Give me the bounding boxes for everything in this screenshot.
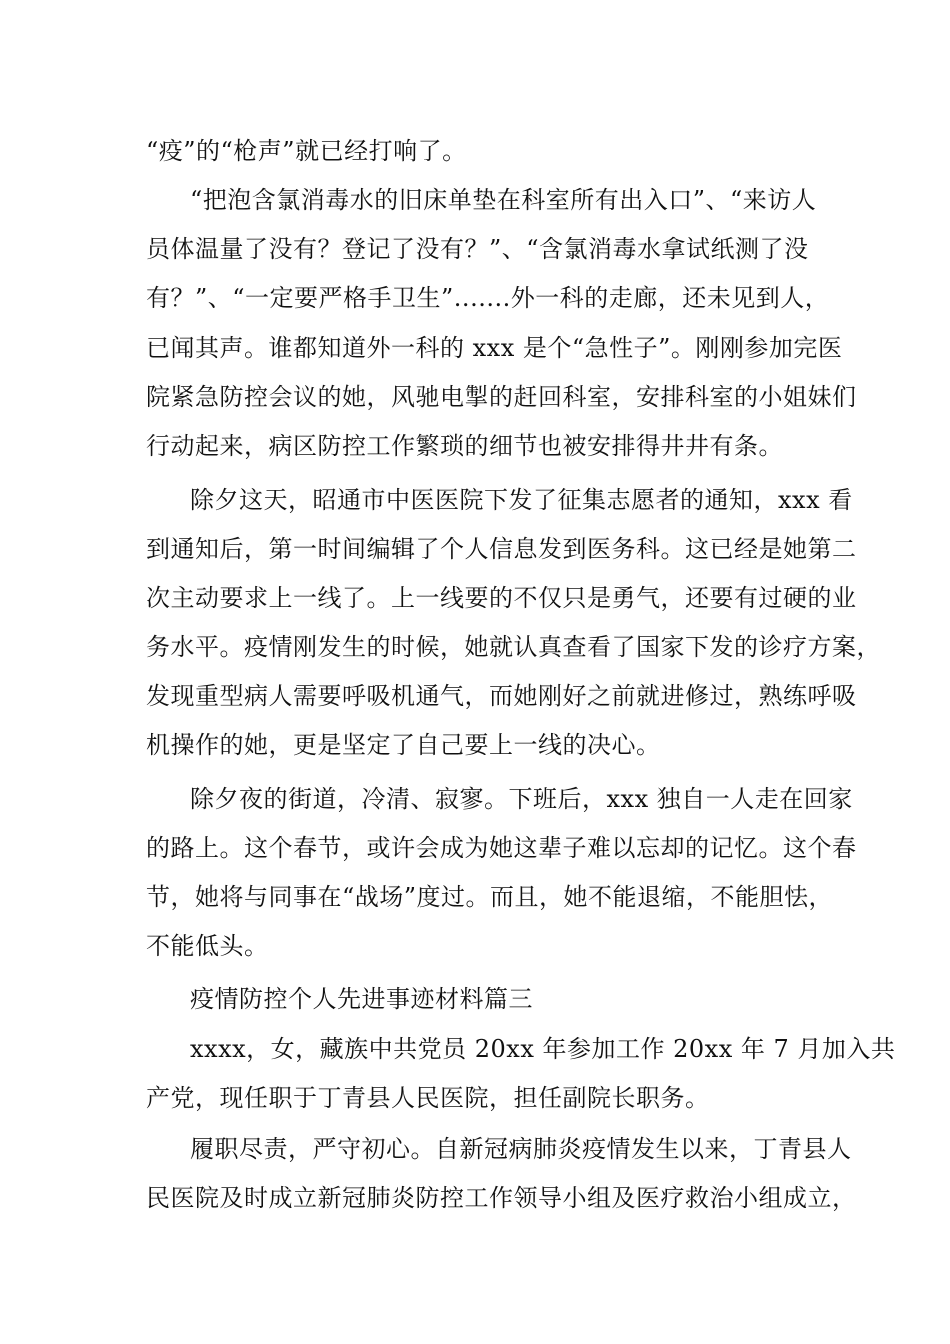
paragraph-first-line: 除夕这天，昭通市中医医院下发了征集志愿者的通知，xxx 看 [190, 486, 853, 514]
text-line: 有？”、“一定要严格手卫生”.......外一科的走廊，还未见到人， [146, 284, 830, 312]
text-line: 机操作的她，更是坚定了自己要上一线的决心。 [146, 731, 661, 759]
text-line: 院紧急防控会议的她，风驰电掣的赶回科室，安排科室的小姐妹们 [146, 383, 857, 411]
text-line: 务水平。疫情刚发生的时候，她就认真查看了国家下发的诊疗方案， [146, 633, 881, 661]
text-line: 已闻其声。谁都知道外一科的 xxx 是个“急性子”。刚刚参加完医 [146, 334, 843, 362]
text-line: 民医院及时成立新冠肺炎防控工作领导小组及医疗救治小组成立， [146, 1184, 857, 1212]
paragraph-first-line: 履职尽责，严守初心。自新冠病肺炎疫情发生以来，丁青县人 [190, 1135, 852, 1163]
text-line: 到通知后，第一时间编辑了个人信息发到医务科。这已经是她第二 [146, 535, 857, 563]
text-line: 员体温量了没有？登记了没有？”、“含氯消毒水拿试纸测了没 [146, 235, 809, 263]
text-line: 不能低头。 [146, 932, 269, 960]
text-line: 次主动要求上一线了。上一线要的不仅只是勇气，还要有过硬的业 [146, 584, 857, 612]
paragraph-first-line: “把泡含氯消毒水的旧床单垫在科室所有出入口”、“来访人 [190, 186, 817, 214]
text-line: 的路上。这个春节，或许会成为她这辈子难以忘却的记忆。这个春 [146, 834, 857, 862]
paragraph-first-line: 除夕夜的街道，冷清、寂寥。下班后，xxx 独自一人走在回家 [190, 785, 853, 813]
text-line: 产党，现任职于丁青县人民医院，担任副院长职务。 [146, 1084, 710, 1112]
paragraph-first-line: xxxx，女，藏族中共党员 20xx 年参加工作 20xx 年 7 月加入共 [190, 1035, 896, 1063]
text-line: 行动起来，病区防控工作繁琐的细节也被安排得井井有条。 [146, 432, 783, 460]
text-line: 节，她将与同事在“战场”度过。而且，她不能退缩，不能胆怯， [146, 883, 834, 911]
text-line: 发现重型病人需要呼吸机通气，而她刚好之前就进修过，熟练呼吸 [146, 682, 857, 710]
text-line: “疫”的“枪声”就已经打响了。 [146, 137, 467, 165]
section-heading: 疫情防控个人先进事迹材料篇三 [190, 985, 533, 1013]
